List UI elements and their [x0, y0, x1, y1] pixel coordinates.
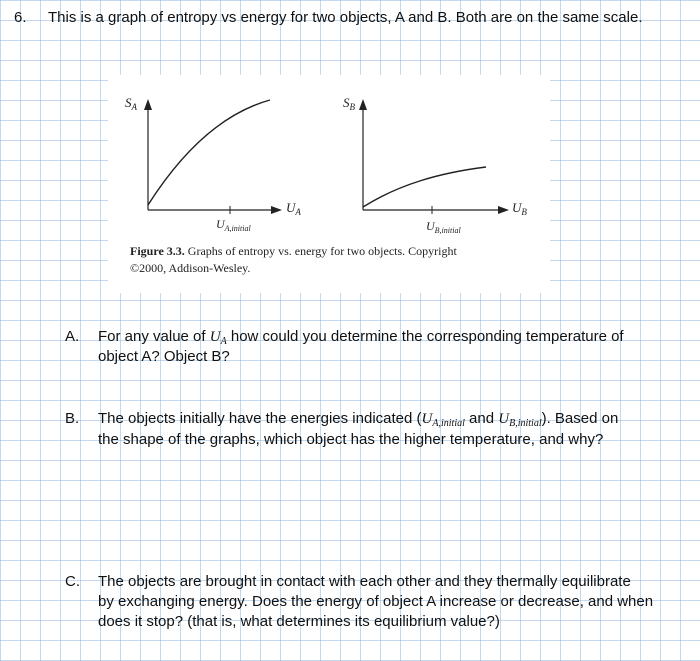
- caption-title: Figure 3.3.: [130, 244, 185, 258]
- graph-a-y-arrow: [144, 99, 152, 110]
- graph-b-curve: [363, 167, 486, 207]
- graph-b-x-label: $U_B$: [512, 200, 527, 217]
- graph-a-x-arrow: [271, 206, 282, 214]
- part-c-line2: by exchanging energy. Does the energy of object A increase or decrease, and when: [98, 593, 654, 610]
- figure-caption: [130, 243, 540, 277]
- var-ub-initial: $U_{B,initial}$: [498, 411, 542, 429]
- caption-line1: Graphs of entropy vs. energy for two objects. Copyright: [187, 244, 457, 258]
- entropy-energy-graphs: [108, 75, 550, 245]
- graph-a-tick-label: $U_{A,initial}$: [216, 217, 251, 233]
- graph-b-y-arrow: [359, 99, 367, 110]
- part-a-label: A.: [65, 328, 80, 345]
- graph-a-x-label: $U_A$: [286, 200, 301, 217]
- var-ua: $U_A$: [209, 329, 227, 347]
- graph-b: [343, 95, 527, 235]
- part-c-line3: does it stop? (that is, what determines its equilibrium value?): [98, 613, 500, 630]
- figure-panel: [108, 75, 550, 293]
- part-b-line1: The objects initially have the energies indicated ($U_{A,initial}$ and $U_{B,initial}$). Based on: [98, 410, 619, 429]
- graph-a-y-label: $S_A$: [125, 95, 137, 112]
- part-b-line2: the shape of the graphs, which object has the higher temperature, and why?: [98, 431, 604, 448]
- part-c-label: C.: [65, 573, 80, 590]
- graph-a-curve: [148, 100, 270, 205]
- graph-a: [125, 95, 301, 233]
- part-c-line1: The objects are brought in contact with each other and they thermally equilibrate: [98, 573, 631, 590]
- part-a-line2: object A? Object B?: [98, 348, 230, 365]
- graph-b-y-label: $S_B$: [343, 95, 355, 112]
- graph-b-x-arrow: [498, 206, 509, 214]
- part-a-line1: For any value of $U_A$ how could you determine the corresponding temperature of: [98, 328, 624, 347]
- caption-line2: ©2000, Addison-Wesley.: [130, 261, 251, 275]
- part-b-label: B.: [65, 410, 80, 427]
- graph-b-tick-label: $U_{B,initial}$: [426, 219, 461, 235]
- question-number: 6.: [14, 9, 27, 26]
- question-text: This is a graph of entropy vs energy for two objects, A and B. Both are on the same scale.: [48, 9, 643, 26]
- var-ua-initial: $U_{A,initial}$: [421, 411, 465, 429]
